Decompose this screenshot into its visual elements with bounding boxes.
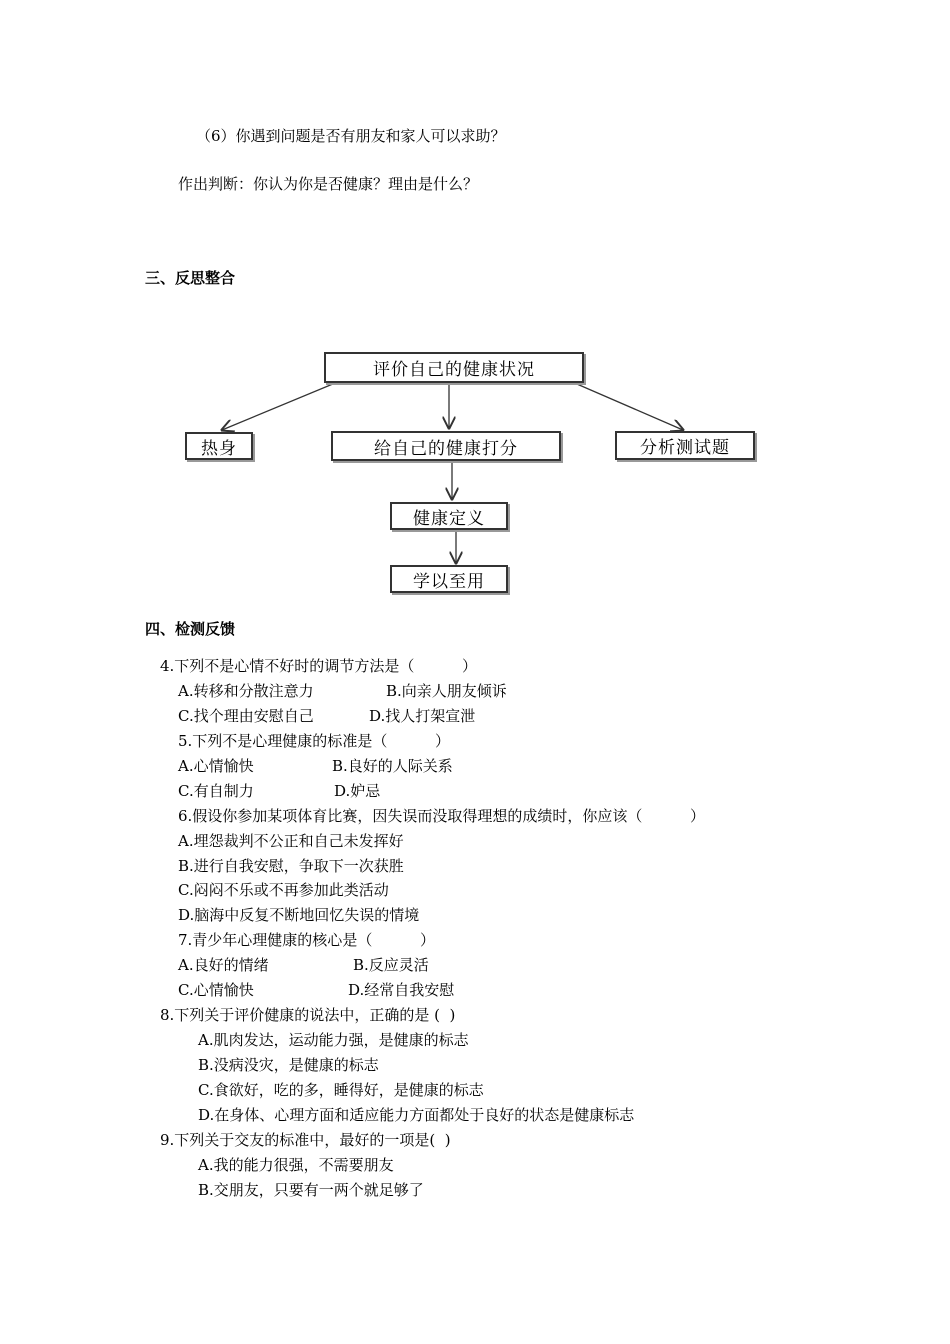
- q4-option-c: C.找个理由安慰自己: [178, 707, 314, 725]
- q7-option-d: D.经常自我安慰: [348, 981, 455, 999]
- diagram-box-analyze-test: 分析测试题: [615, 431, 755, 460]
- diagram-box-apply-learning: 学以至用: [390, 565, 508, 593]
- q7-option-a: A.良好的情绪: [178, 956, 269, 974]
- q5-option-a: A.心情愉快: [178, 757, 254, 775]
- q5-option-c: C.有自制力: [178, 782, 254, 800]
- q8-option-b: B.没病没灾，是健康的标志: [198, 1056, 379, 1074]
- q6-option-a: A.埋怨裁判不公正和自己未发挥好: [178, 832, 404, 850]
- q5-stem: 5.下列不是心理健康的标准是（ ）: [178, 732, 450, 750]
- q6-stem: 6.假设你参加某项体育比赛，因失误而没取得理想的成绩时，你应该（ ）: [178, 807, 705, 825]
- q7-option-b: B.反应灵活: [353, 956, 429, 974]
- question-6-intro: （6）你遇到问题是否有朋友和家人可以求助？: [196, 127, 506, 145]
- q6-option-b: B.进行自我安慰，争取下一次获胜: [178, 857, 404, 875]
- q4-option-d: D.找人打架宣泄: [369, 707, 476, 725]
- q4-stem: 4.下列不是心情不好时的调节方法是（ ）: [160, 657, 477, 675]
- judgement-prompt: 作出判断：你认为你是否健康？理由是什么？: [178, 175, 479, 193]
- q9-stem: 9.下列关于交友的标准中，最好的一项是( ): [160, 1131, 451, 1149]
- q8-stem: 8.下列关于评价健康的说法中，正确的是 ( ): [160, 1006, 456, 1024]
- q8-option-a: A.肌肉发达，运动能力强，是健康的标志: [198, 1031, 469, 1049]
- q6-option-c: C.闷闷不乐或不再参加此类活动: [178, 881, 389, 899]
- q5-option-b: B.良好的人际关系: [332, 757, 453, 775]
- q8-option-d: D.在身体、心理方面和适应能力方面都处于良好的状态是健康标志: [198, 1106, 635, 1124]
- q6-option-d: D.脑海中反复不断地回忆失误的情境: [178, 906, 420, 924]
- q5-option-d: D.妒忌: [334, 782, 381, 800]
- q4-option-b: B.向亲人朋友倾诉: [386, 682, 507, 700]
- q9-option-a: A.我的能力很强，不需要朋友: [198, 1156, 394, 1174]
- arrow-to-warmup: [222, 381, 340, 430]
- q7-stem: 7.青少年心理健康的核心是（ ）: [178, 931, 435, 949]
- q4-option-a: A.转移和分散注意力: [178, 682, 314, 700]
- arrow-to-analysis: [570, 381, 683, 430]
- section-4-heading: 四、检测反馈: [145, 620, 236, 638]
- q8-option-c: C.食欲好，吃的多，睡得好，是健康的标志: [198, 1081, 484, 1099]
- diagram-box-health-definition: 健康定义: [390, 502, 508, 530]
- q7-option-c: C.心情愉快: [178, 981, 254, 999]
- diagram-box-warmup: 热身: [185, 432, 253, 460]
- section-3-heading: 三、反思整合: [145, 269, 236, 287]
- diagram-box-score-health: 给自己的健康打分: [331, 431, 561, 461]
- diagram-box-evaluate-health: 评价自己的健康状况: [324, 352, 584, 383]
- q9-option-b: B.交朋友，只要有一两个就足够了: [198, 1181, 424, 1199]
